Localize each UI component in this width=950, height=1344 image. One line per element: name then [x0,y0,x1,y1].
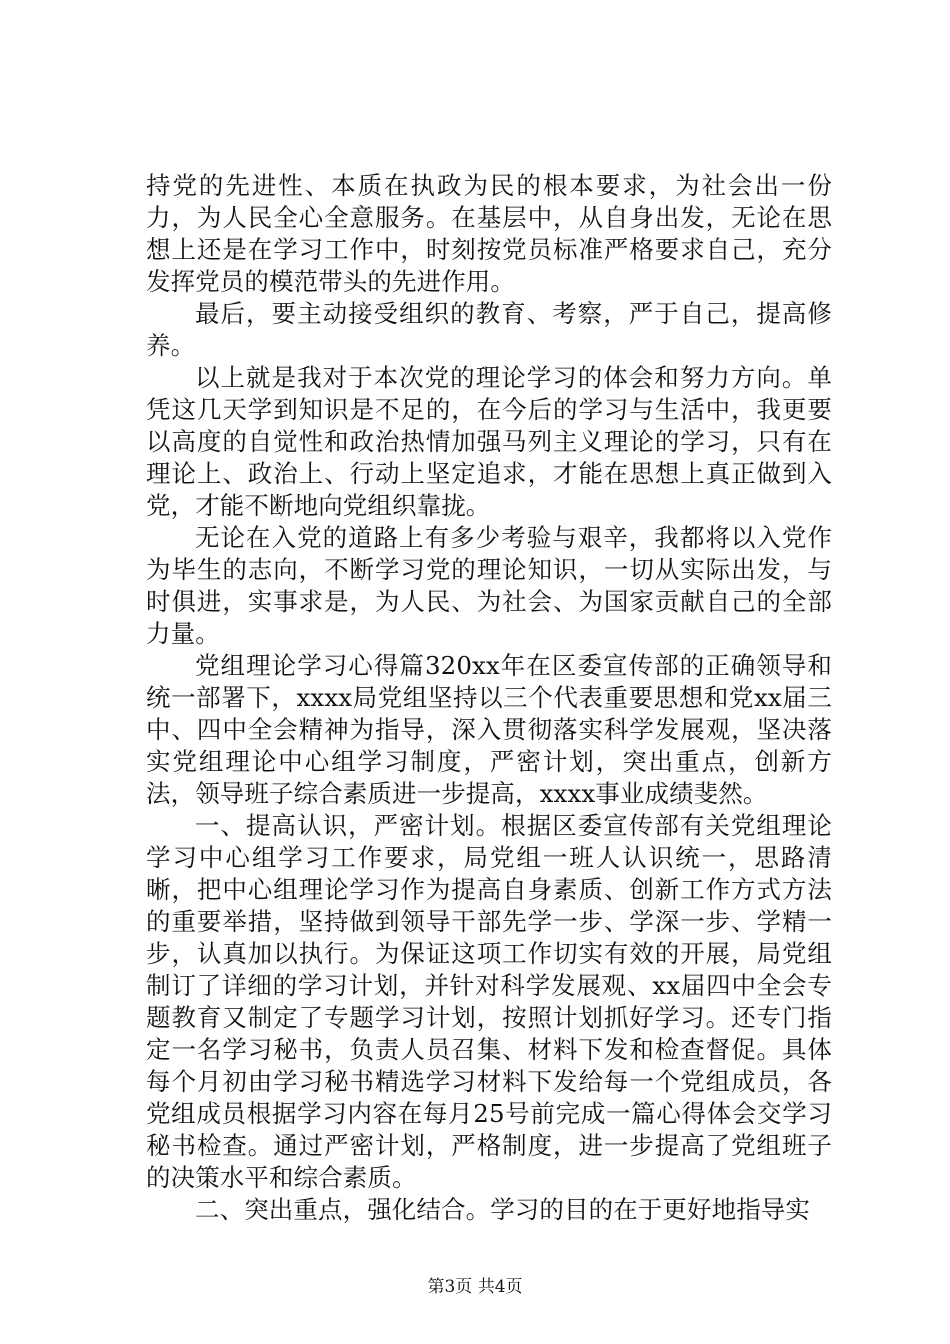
paragraph: 二、突出重点，强化结合。学习的目的在于更好地指导实 [195,1195,810,1224]
document-body [146,170,832,1226]
paragraph: 党组理论学习心得篇320xx年在区委宣传部的正确领导和统一部署下，xxxx局党组坚持以三个代表重要思想和党xx届三中、四中全会精神为指导，深入贯彻落实科学发展观，坚决落实党组理论中心组学习制度，严密计划，突出重点，创新方法，领导班子综合素质进一步提高，xxxx事业成绩斐然。 [146,651,832,808]
page-footer [0,1272,950,1297]
paragraph: 以上就是我对于本次党的理论学习的体会和努力方向。单凭这几天学到知识是不足的，在今后的学习与生活中，我更要以高度的自觉性和政治热情加强马列主义理论的学习，只有在理论上、政治上、行动上坚定追求，才能在思想上真正做到入党，才能不断地向党组织靠拢。 [146,363,832,520]
paragraph: 无论在入党的道路上有多少考验与艰辛，我都将以入党作为毕生的志向，不断学习党的理论知识，一切从实际出发，与时俱进，实事求是，为人民、为社会、为国家贡献自己的全部力量。 [146,523,832,648]
paragraph: 持党的先进性、本质在执政为民的根本要求，为社会出一份力，为人民全心全意服务。在基层中，从自身出发，无论在思想上还是在学习工作中，时刻按党员标准严格要求自己，充分发挥党员的模范带头的先进作用。 [146,171,832,296]
page-number-label: 第3页 共4页 [427,1277,523,1297]
paragraph: 一、提高认识，严密计划。根据区委宣传部有关党组理论学习中心组学习工作要求，局党组一班人认识统一，思路清晰，把中心组理论学习作为提高自身素质、创新工作方式方法的重要举措，坚持做到领导干部先学一步、学深一步、学精一步，认真加以执行。为保证这项工作切实有效的开展，局党组制订了详细的学习计划，并针对科学发展观、xx届四中全会专题教育又制定了专题学习计划，按照计划抓好学习。还专门指定一名学习秘书，负责人员召集、材料下发和检查督促。具体每个月初由学习秘书精选学习材料下发给每一个党组成员，各党组成员根据学习内容在每月25号前完成一篇心得体会交学习秘书检查。通过严密计划，严格制度，进一步提高了党组班子的决策水平和综合素质。 [146,811,832,1192]
paragraph: 最后，要主动接受组织的教育、考察，严于自己，提高修养。 [146,299,832,360]
